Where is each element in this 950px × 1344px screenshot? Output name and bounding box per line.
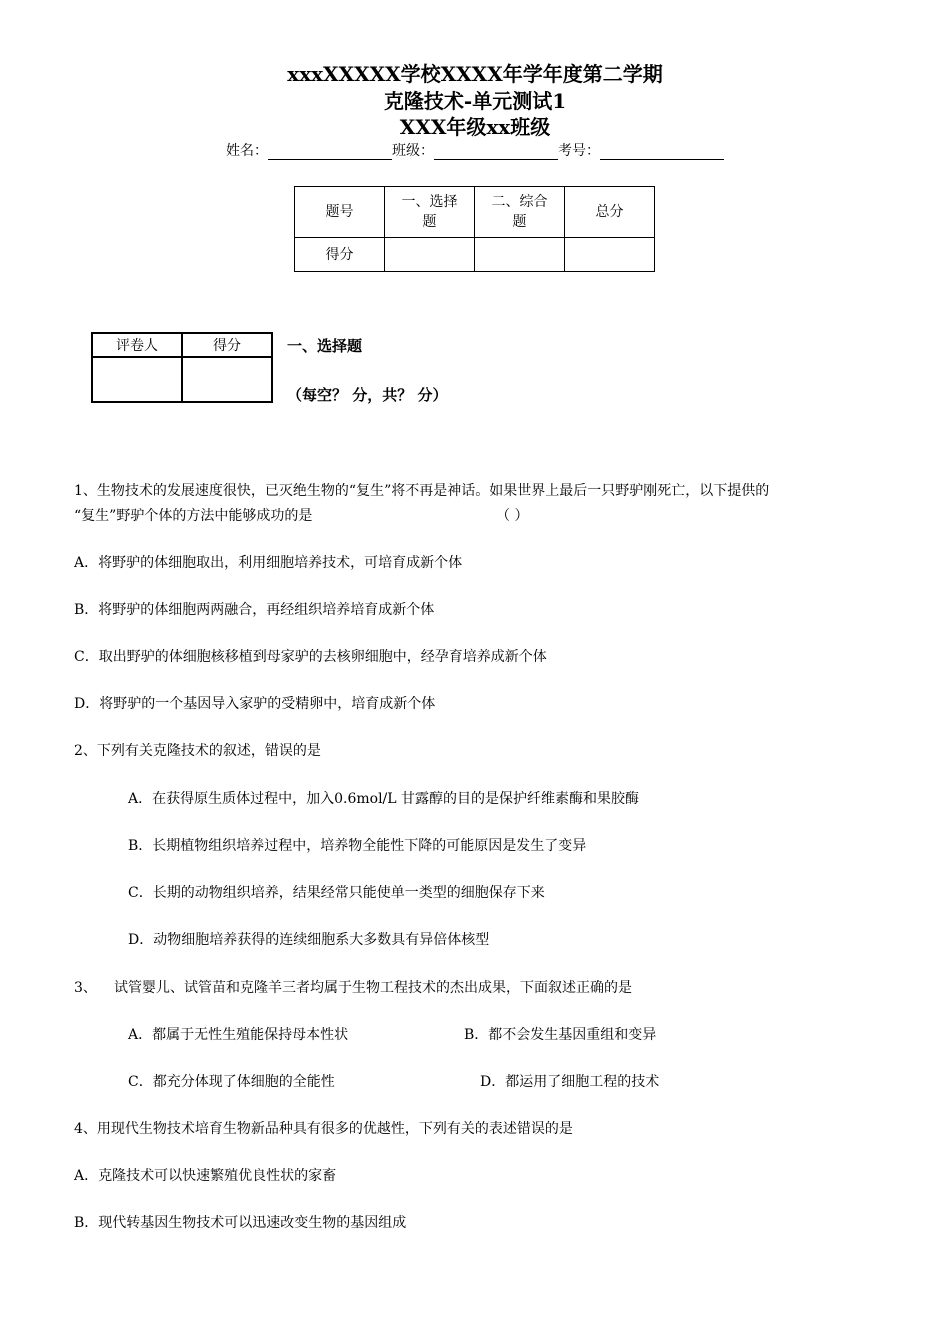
question-1-line2: “复生”野驴个体的方法中能够成功的是 [74, 508, 313, 524]
id-label: 考号： [558, 143, 600, 159]
id-blank[interactable] [600, 144, 724, 160]
class-blank[interactable] [434, 144, 558, 160]
exam-title-line1: xxxXXXXX学校XXXX年学年度第二学期 [287, 62, 663, 86]
score-table [294, 186, 655, 272]
score-header-comprehensive: 二、综合题 [475, 187, 565, 238]
grader-score-cell[interactable] [182, 357, 272, 402]
question-2-option-a: A．在获得原生质体过程中，加入0.6mol/L 甘露醇的目的是保护纤维素酶和果胶酶 [128, 791, 640, 807]
section1-note: （每空？ 分，共？ 分） [287, 386, 448, 404]
question-2-option-c: C．长期的动物组织培养，结果经常只能使单一类型的细胞保存下来 [128, 885, 545, 901]
exam-title-line2: 克隆技术-单元测试1 [383, 89, 567, 113]
question-3-option-d: D．都运用了细胞工程的技术 [480, 1074, 660, 1090]
question-2-option-b: B．长期植物组织培养过程中，培养物全能性下降的可能原因是发生了变异 [128, 838, 587, 854]
student-info-line [0, 140, 950, 160]
question-3: 试管婴儿、试管苗和克隆羊三者均属于生物工程技术的杰出成果，下面叙述正确的是 [114, 980, 632, 996]
grader-table [91, 332, 273, 403]
question-1-answer-paren: （ ） [496, 508, 529, 524]
score-header-choice: 一、选择题 [385, 187, 475, 238]
question-2-option-d: D．动物细胞培养获得的连续细胞系大多数具有异倍体核型 [128, 932, 490, 948]
question-4: 4、用现代生物技术培育生物新品种具有很多的优越性，下列有关的表述错误的是 [74, 1121, 573, 1137]
score-header-total: 总分 [565, 187, 655, 238]
score-cell-comprehensive[interactable] [475, 238, 565, 272]
question-2: 2、下列有关克隆技术的叙述，错误的是 [74, 743, 321, 759]
question-3-number: 3、 [74, 980, 97, 996]
grader-score-header: 得分 [182, 333, 272, 357]
score-row-label: 得分 [295, 238, 385, 272]
question-1-option-a: A．将野驴的体细胞取出，利用细胞培养技术，可培育成新个体 [74, 555, 463, 571]
score-cell-total[interactable] [565, 238, 655, 272]
question-3-option-a: A．都属于无性生殖能保持母本性状 [128, 1027, 349, 1043]
grader-header: 评卷人 [92, 333, 182, 357]
question-1-option-c: C．取出野驴的体细胞核移植到母家驴的去核卵细胞中，经孕育培养成新个体 [74, 649, 547, 665]
name-blank[interactable] [268, 144, 392, 160]
question-4-option-a: A．克隆技术可以快速繁殖优良性状的家畜 [74, 1168, 337, 1184]
name-label: 姓名： [226, 143, 268, 159]
question-4-option-b: B．现代转基因生物技术可以迅速改变生物的基因组成 [74, 1215, 407, 1231]
question-1-option-d: D．将野驴的一个基因导入家驴的受精卵中，培育成新个体 [74, 696, 436, 712]
class-label: 班级： [392, 143, 434, 159]
grader-cell[interactable] [92, 357, 182, 402]
section1-title: 一、选择题 [287, 337, 363, 355]
score-header-number: 题号 [295, 187, 385, 238]
question-1-line1: 1、生物技术的发展速度很快，已灭绝生物的“复生”将不再是神话。如果世界上最后一只野驴刚死亡，以下提供的 [74, 483, 770, 499]
score-cell-choice[interactable] [385, 238, 475, 272]
question-3-option-b: B．都不会发生基因重组和变异 [464, 1027, 657, 1043]
question-3-option-c: C．都充分体现了体细胞的全能性 [128, 1074, 335, 1090]
exam-title-line3: XXX年级xx班级 [399, 115, 551, 139]
question-1-option-b: B．将野驴的体细胞两两融合，再经组织培养培育成新个体 [74, 602, 435, 618]
